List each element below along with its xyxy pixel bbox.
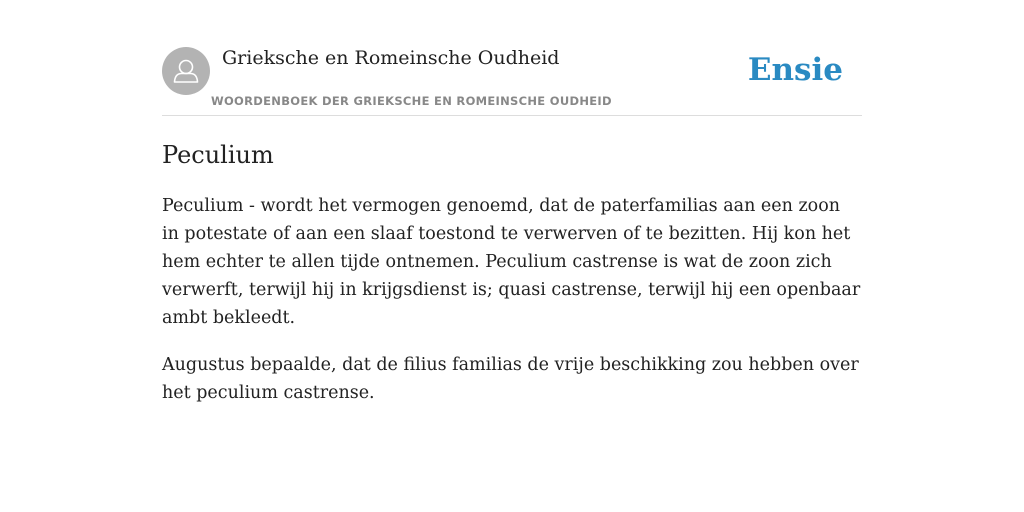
entry-paragraph-1: Peculium - wordt het vermogen genoemd, dat de paterfamilias aan een zoon in potestate of aan een slaaf toestond te verwerven of te bezitten. Hij kon het hem echter te allen tijde ontnemen. Peculium castrense is wat de zoon zich verwerft, terwijl hij in krijgsdienst is; quasi castrense, terwijl hij een openbaar ambt bekleedt. (162, 196, 861, 328)
entry-content (162, 192, 862, 426)
entry-paragraph-2: Augustus bepaalde, dat de filius familias de vrije beschikking zou hebben over het peculium castrense. (162, 355, 859, 403)
dictionary-title[interactable]: Grieksche en Romeinsche Oudheid (222, 47, 560, 69)
user-avatar-icon (162, 47, 210, 95)
header (162, 0, 862, 116)
page (162, 0, 862, 512)
avatar-silhouette (162, 47, 210, 95)
entry-title: Peculium (162, 141, 274, 169)
dictionary-subtitle: WOORDENBOEK DER GRIEKSCHE EN ROMEINSCHE OUDHEID (211, 94, 612, 108)
brand-logo-link[interactable]: Ensie (747, 52, 843, 88)
